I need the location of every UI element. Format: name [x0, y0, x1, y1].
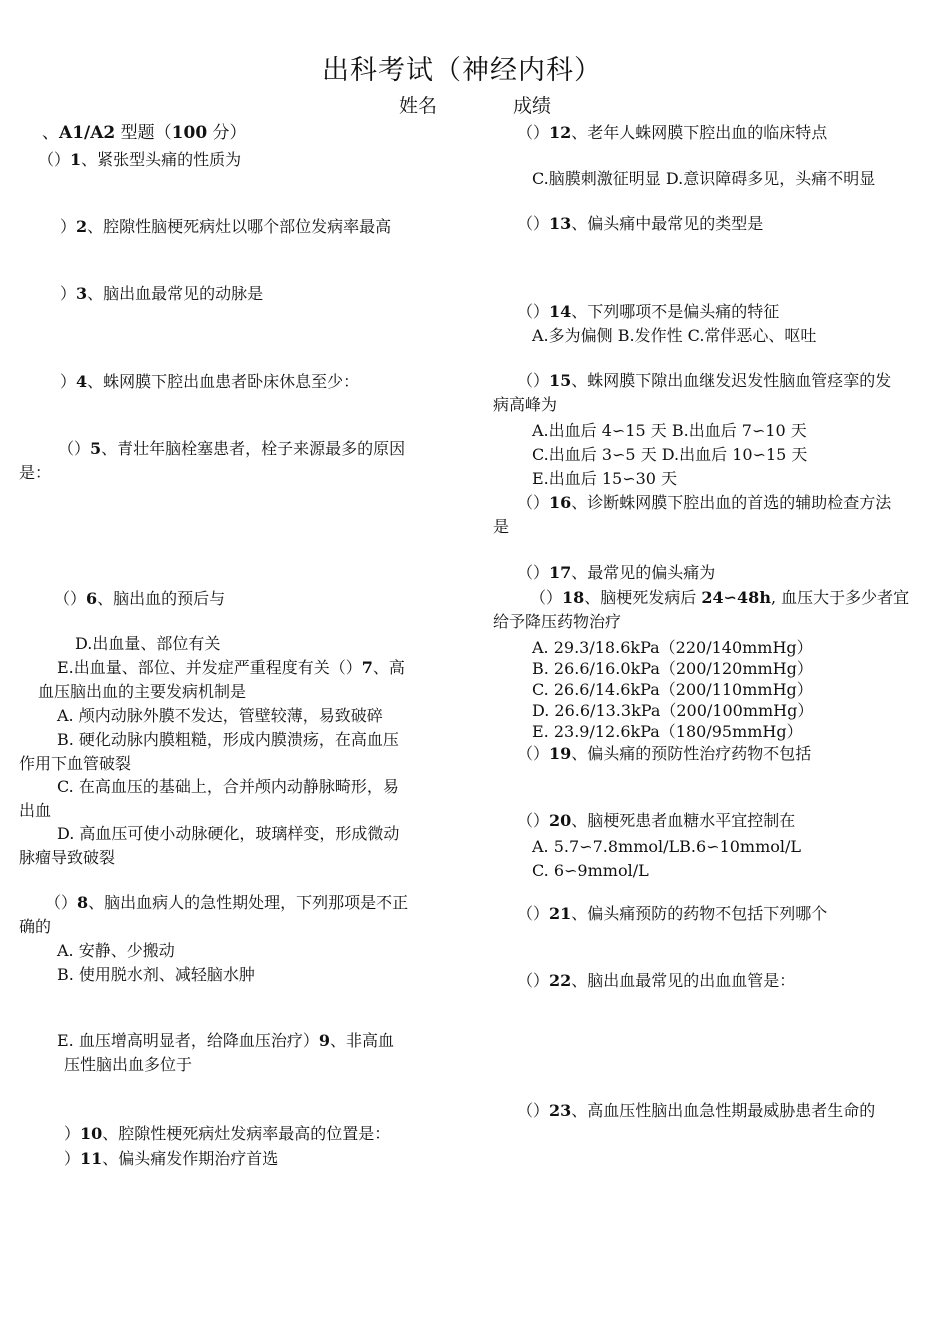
question-text: 、蛛网膜下隙出血继发迟发性脑血管痉挛的发 — [571, 371, 892, 390]
question-number: 19 — [549, 744, 572, 763]
question-text: 、偏头痛预防的药物不包括下列哪个 — [571, 904, 828, 923]
question-text: 、偏头痛发作期治疗首选 — [102, 1149, 279, 1168]
question-number: 10 — [80, 1124, 103, 1143]
question-20-option-a: A. 5.7∽7.8mmol/LB.6∽10mmol/L — [532, 837, 802, 856]
question-number: 3 — [76, 284, 88, 303]
question-8-option-b: B. 使用脱水剂、减轻脑水肿 — [57, 965, 255, 984]
question-18 — [530, 587, 909, 609]
question-11 — [64, 1148, 278, 1170]
answer-blank: （） — [54, 589, 87, 608]
question-number: 13 — [549, 214, 572, 233]
question-16-cont: 是 — [493, 517, 510, 536]
page-title: 出科考试（神经内科） — [322, 55, 602, 86]
name-label: 姓名 — [399, 95, 438, 117]
question-number: 7 — [361, 658, 373, 677]
answer-blank: （） — [517, 563, 550, 582]
question-15-cont: 病高峰为 — [493, 395, 558, 414]
answer-blank: （） — [45, 893, 78, 912]
question-text: 、蛛网膜下腔出血患者卧床休息至少： — [87, 372, 360, 391]
question-2 — [60, 216, 391, 238]
section-type: A1/A2 — [59, 123, 116, 143]
question-number: 16 — [549, 493, 572, 512]
question-7-option-b: B. 硬化动脉内膜粗糙，形成内膜溃疡，在高血压 — [57, 730, 399, 749]
section-type-suffix: 型题（ — [115, 123, 172, 143]
question-15 — [517, 370, 891, 392]
question-text: 、脑出血病人的急性期处理，下列那项是不正 — [88, 893, 409, 912]
question-1 — [38, 149, 241, 171]
question-number: 4 — [76, 372, 88, 391]
question-text: 、下列哪项不是偏头痛的特征 — [571, 302, 780, 321]
question-text: 、脑出血最常见的出血血管是： — [571, 971, 796, 990]
question-18-option-b: B. 26.6/16.0kPa（200/120mmHg） — [532, 659, 813, 678]
question-number: 9 — [318, 1031, 330, 1050]
question-5 — [58, 438, 405, 460]
question-8-option-e — [57, 1030, 394, 1052]
question-text: 、脑梗死发病后 — [584, 588, 702, 607]
question-14 — [517, 301, 779, 323]
question-text-bold: 24∽48h — [701, 588, 771, 607]
question-18-cont: 给予降压药物治疗 — [493, 612, 622, 631]
question-7-option-a: A. 颅内动脉外膜不发达，管壁较薄，易致破碎 — [57, 706, 383, 725]
question-20 — [517, 810, 795, 832]
question-7-option-d-cont: 脉瘤导致破裂 — [19, 848, 116, 867]
question-text: 、高 — [372, 658, 405, 677]
answer-blank: （） — [517, 904, 550, 923]
question-8-option-a: A. 安静、少搬动 — [57, 941, 175, 960]
question-7-option-d: D. 高血压可使小动脉硬化，玻璃样变，形成微动 — [57, 824, 400, 843]
answer-blank: （） — [38, 150, 71, 169]
answer-blank: （） — [530, 588, 563, 607]
question-number: 12 — [549, 123, 572, 142]
question-number: 8 — [77, 893, 89, 912]
answer-blank: （） — [517, 123, 550, 142]
question-6 — [54, 588, 225, 610]
question-number: 23 — [549, 1101, 572, 1120]
question-number: 22 — [549, 971, 572, 990]
question-23 — [517, 1100, 875, 1122]
question-6-option-d: D.出血量、部位有关 — [75, 634, 221, 653]
question-7-option-c: C. 在高血压的基础上，合并颅内动静脉畸形，易 — [57, 777, 399, 796]
section-points-suffix: 分） — [207, 123, 247, 143]
question-3 — [60, 283, 263, 305]
question-number: 5 — [90, 439, 102, 458]
question-4 — [60, 371, 359, 393]
question-text: 、非高血 — [330, 1031, 395, 1050]
question-18-option-e: E. 23.9/12.6kPa（180/95mmHg） — [532, 722, 803, 741]
answer-blank: （） — [517, 493, 550, 512]
section-points: 100 — [171, 123, 208, 143]
question-text: 、偏头痛中最常见的类型是 — [571, 214, 764, 233]
question-7-option-c-cont: 出血 — [19, 801, 52, 820]
question-22 — [517, 970, 795, 992]
question-8-cont: 确的 — [19, 917, 52, 936]
question-6-option-e — [57, 657, 405, 679]
answer-blank: （） — [517, 371, 550, 390]
question-text: 、腔隙性脑梗死病灶以哪个部位发病率最高 — [87, 217, 392, 236]
question-text: , 血压大于多少者宜 — [770, 588, 910, 607]
answer-blank: （） — [517, 302, 550, 321]
question-number: 17 — [549, 563, 572, 582]
question-12 — [517, 122, 827, 144]
question-7-cont: 血压脑出血的主要发病机制是 — [38, 682, 247, 701]
answer-blank: （） — [58, 439, 91, 458]
question-number: 15 — [549, 371, 572, 390]
question-text: 、诊断蛛网膜下腔出血的首选的辅助检查方法 — [571, 493, 892, 512]
question-number: 11 — [80, 1149, 103, 1168]
answer-blank: ） — [64, 1149, 81, 1168]
question-18-option-c: C. 26.6/14.6kPa（200/110mmHg） — [532, 680, 813, 699]
question-text: 、脑出血的预后与 — [97, 589, 226, 608]
question-17 — [517, 562, 715, 584]
answer-blank: ） — [60, 284, 77, 303]
question-text: 、青壮年脑栓塞患者，栓子来源最多的原因 — [101, 439, 406, 458]
section-prefix: 、 — [42, 123, 59, 143]
question-text: 、脑梗死患者血糖水平宜控制在 — [571, 811, 796, 830]
option-text: E. 血压增高明显者，给降血压治疗） — [57, 1031, 319, 1050]
question-18-option-a: A. 29.3/18.6kPa（220/140mmHg） — [532, 638, 813, 657]
answer-blank: ） — [60, 372, 77, 391]
question-20-option-c: C. 6∽9mmol/L — [532, 861, 649, 880]
answer-blank: （） — [517, 811, 550, 830]
question-21 — [517, 903, 827, 925]
question-number: 21 — [549, 904, 572, 923]
question-number: 14 — [549, 302, 572, 321]
question-15-option-e: E.出血后 15∽30 天 — [532, 469, 678, 488]
answer-blank: （） — [517, 214, 550, 233]
question-text: 、紧张型头痛的性质为 — [81, 150, 242, 169]
question-13 — [517, 213, 763, 235]
answer-blank: （） — [517, 971, 550, 990]
question-number: 18 — [562, 588, 585, 607]
question-number: 6 — [86, 589, 98, 608]
question-10 — [64, 1123, 390, 1145]
question-15-option-c: C.出血后 3∽5 天 D.出血后 10∽15 天 — [532, 445, 808, 464]
option-text: E.出血量、部位、并发症严重程度有关（） — [57, 658, 362, 677]
answer-blank: （） — [517, 744, 550, 763]
question-18-option-d: D. 26.6/13.3kPa（200/100mmHg） — [532, 701, 814, 720]
question-19 — [517, 743, 811, 765]
section-heading — [42, 122, 247, 144]
score-label: 成绩 — [513, 95, 552, 117]
question-8 — [45, 892, 408, 914]
question-number: 1 — [70, 150, 82, 169]
question-14-option-a: A.多为偏侧 B.发作性 C.常伴恶心、呕吐 — [532, 326, 817, 345]
question-9-cont: 压性脑出血多位于 — [64, 1055, 193, 1074]
question-text: 、腔隙性梗死病灶发病率最高的位置是： — [102, 1124, 391, 1143]
answer-blank: ） — [64, 1124, 81, 1143]
question-16 — [517, 492, 891, 514]
question-15-option-a: A.出血后 4∽15 天 B.出血后 7∽10 天 — [532, 421, 807, 440]
question-text: 、老年人蛛网膜下腔出血的临床特点 — [571, 123, 828, 142]
question-number: 20 — [549, 811, 572, 830]
question-7-option-b-cont: 作用下血管破裂 — [19, 754, 132, 773]
question-text: 、脑出血最常见的动脉是 — [87, 284, 264, 303]
question-5-cont: 是： — [19, 463, 52, 482]
question-12-option-c: C.脑膜刺激征明显 D.意识障碍多见，头痛不明显 — [532, 169, 876, 188]
answer-blank: ） — [60, 217, 77, 236]
question-number: 2 — [76, 217, 88, 236]
question-text: 、高血压性脑出血急性期最威胁患者生命的 — [571, 1101, 876, 1120]
question-text: 、偏头痛的预防性治疗药物不包括 — [571, 744, 812, 763]
question-text: 、最常见的偏头痛为 — [571, 563, 716, 582]
answer-blank: （） — [517, 1101, 550, 1120]
